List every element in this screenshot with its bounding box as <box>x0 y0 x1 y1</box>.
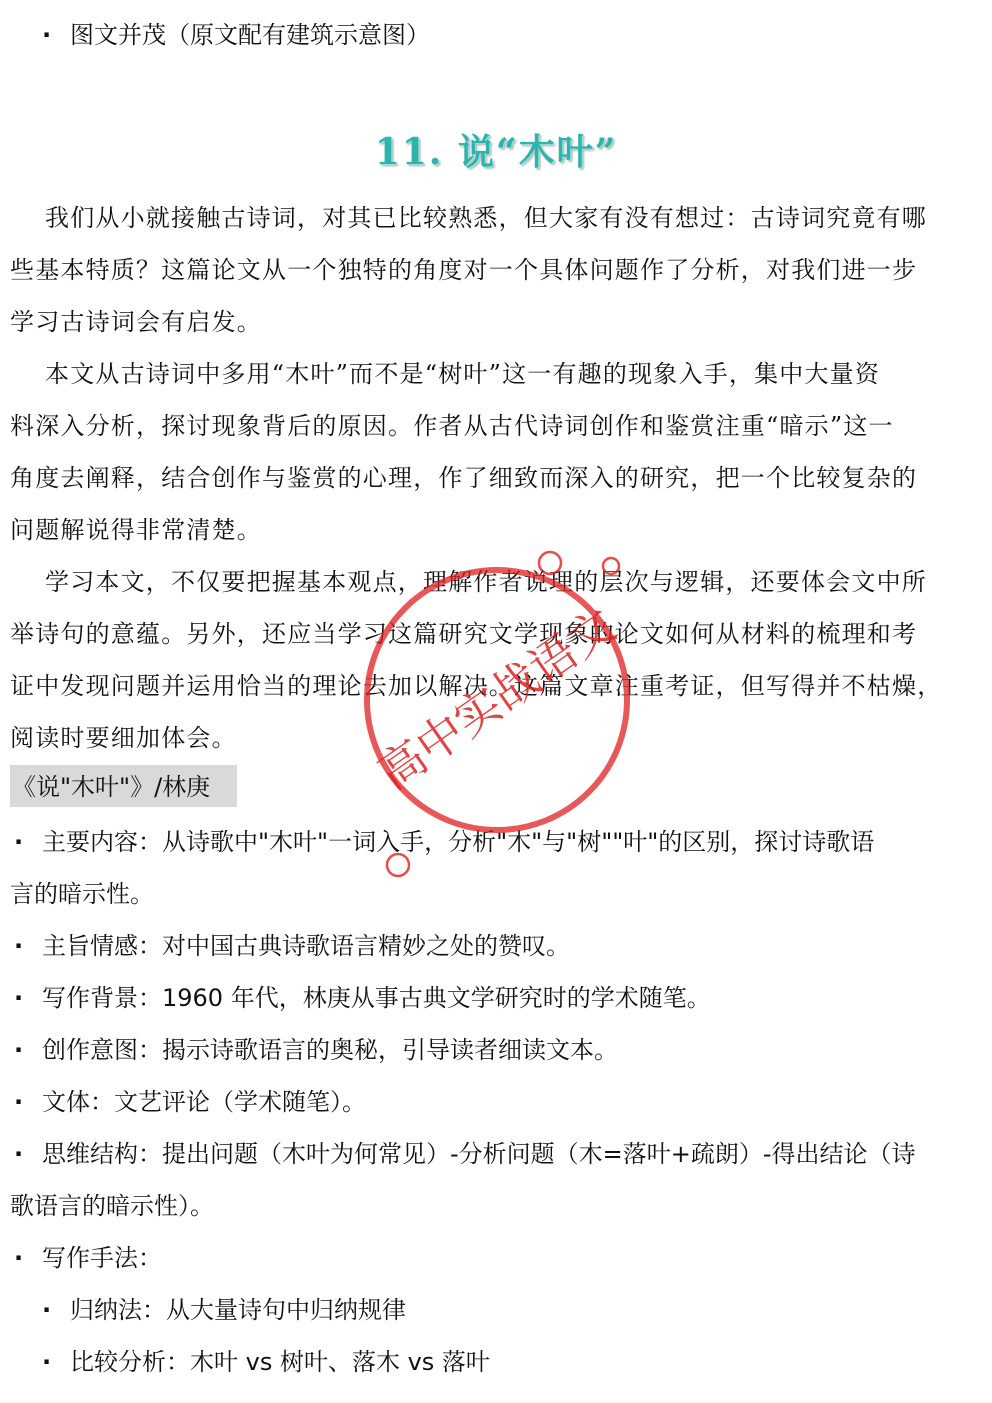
intro-p3-line2: 举诗句的意蕴。另外，还应当学习这篇研究文学现象的论文如何从材料的梳理和考 <box>10 620 918 648</box>
intro-p2-line4: 问题解说得非常清楚。 <box>10 516 262 544</box>
intro-p2-line2: 料深入分析，探讨现象背后的原因。作者从古代诗词创作和鉴赏注重“暗示”这一 <box>10 412 894 440</box>
bullet-dot: · <box>14 984 24 1012</box>
bullet-dot: · <box>14 1140 24 1168</box>
genre-text: 文体：文艺评论（学术随笔）。 <box>42 1088 366 1116</box>
emotion-text: 主旨情感：对中国古典诗歌语言精妙之处的赞叹。 <box>42 932 570 960</box>
bullet-intent <box>14 1033 618 1067</box>
section-heading: 《说"木叶"》/林庚 <box>12 773 211 801</box>
bullet-structure <box>14 1137 916 1171</box>
intro-p2-line1: 本文从古诗词中多用“木叶”而不是“树叶”这一有趣的现象入手，集中大量资 <box>45 360 881 388</box>
bullet-dot: · <box>14 1244 24 1272</box>
intro-p1-line2: 些基本特质？这篇论文从一个独特的角度对一个具体问题作了分析，对我们进一步 <box>10 256 918 284</box>
comparison-text: 比较分析：木叶 vs 树叶、落木 vs 落叶 <box>70 1348 490 1376</box>
bullet-genre <box>14 1085 366 1119</box>
intro-p3-line1: 学习本文，不仅要把握基本观点，理解作者说理的层次与逻辑，还要体会文中所 <box>45 568 927 596</box>
intro-p3-line4: 阅读时要细加体会。 <box>10 724 237 752</box>
bullet-background <box>14 981 711 1015</box>
bullet-dot: · <box>42 1348 52 1376</box>
intro-p3-line3: 证中发现问题并运用恰当的理论去加以解决。这篇文章注重考证，但写得并不枯燥， <box>10 672 943 700</box>
bullet-dot: · <box>14 1088 24 1116</box>
bullet-emotion <box>14 929 570 963</box>
bullet-main-content <box>14 825 874 859</box>
top-bullet <box>42 18 430 52</box>
top-bullet-text: 图文并茂（原文配有建筑示意图） <box>70 21 430 49</box>
main-content-text: 主要内容：从诗歌中"木叶"一词入手，分析"木"与"树""叶"的区别，探讨诗歌语 <box>42 828 875 856</box>
bullet-dot: · <box>42 21 52 49</box>
intro-p2-line3: 角度去阐释，结合创作与鉴赏的心理，作了细致而深入的研究，把一个比较复杂的 <box>10 464 918 492</box>
bullet-dot: · <box>14 828 24 856</box>
induction-text: 归纳法：从大量诗句中归纳规律 <box>70 1296 406 1324</box>
page-title: 11. 说“木叶” <box>374 131 618 173</box>
sub-bullet-induction <box>42 1293 406 1327</box>
background-text: 写作背景：1960 年代，林庚从事古典文学研究时的学术随笔。 <box>42 984 711 1012</box>
structure-text: 思维结构：提出问题（木叶为何常见）-分析问题（木=落叶+疏朗）-得出结论（诗 <box>42 1140 916 1168</box>
intent-text: 创作意图：揭示诗歌语言的奥秘，引导读者细读文本。 <box>42 1036 618 1064</box>
technique-text: 写作手法： <box>42 1244 162 1272</box>
bullet-dot: · <box>42 1296 52 1324</box>
sub-bullet-comparison <box>42 1345 490 1379</box>
main-content-cont: 言的暗示性。 <box>10 880 154 908</box>
intro-p1-line1: 我们从小就接触古诗词，对其已比较熟悉，但大家有没有想过：古诗词究竟有哪 <box>45 204 927 232</box>
stamp-text: 高中实战语文 <box>368 597 626 801</box>
bullet-dot: · <box>14 932 24 960</box>
intro-p1-line3: 学习古诗词会有启发。 <box>10 308 262 336</box>
bullet-technique <box>14 1241 162 1275</box>
bullet-dot: · <box>14 1036 24 1064</box>
structure-cont: 歌语言的暗示性）。 <box>10 1192 214 1220</box>
